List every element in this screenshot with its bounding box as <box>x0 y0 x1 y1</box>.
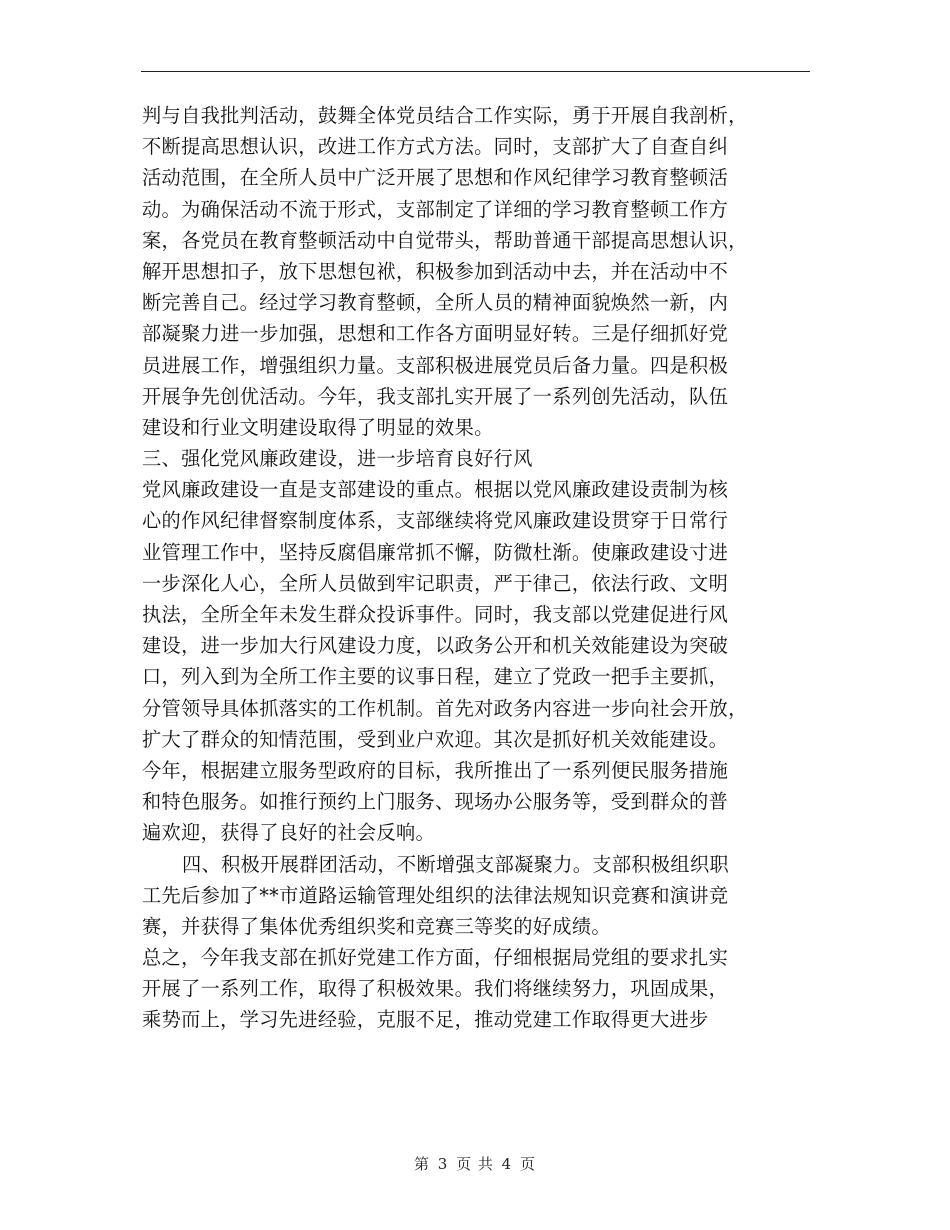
text-line: 和特色服务。如推行预约上门服务、现场办公服务等，受到群众的普 <box>142 790 729 814</box>
text-line: 党风廉政建设一直是支部建设的重点。根据以党风廉政建设责制为核 <box>142 478 729 502</box>
section-heading: 三、强化党风廉政建设，进一步培育良好行风 <box>142 447 533 471</box>
footer-total-pages: 4 <box>501 1155 513 1173</box>
text-line-indented: 四、积极开展群团活动，不断增强支部凝聚力。支部积极组织职 <box>182 852 730 876</box>
text-line: 解开思想扣子，放下思想包袱，积极参加到活动中去，并在活动中不 <box>142 259 729 283</box>
text-line: 不断提高思想认识，改进工作方式方法。同时，支部扩大了自查自纠 <box>142 135 729 159</box>
header-rule <box>141 71 810 72</box>
text-line: 活动范围，在全所人员中广泛开展了思想和作风纪律学习教育整顿活 <box>142 166 729 190</box>
text-line: 断完善自己。经过学习教育整顿，全所人员的精神面貌焕然一新，内 <box>142 291 729 315</box>
text-line: 工先后参加了**市道路运输管理处组织的法律法规知识竞赛和演讲竞 <box>142 883 729 907</box>
body-text <box>142 100 812 1036</box>
text-line: 心的作风纪律督察制度体系，支部继续将党风廉政建设贯穿于日常行 <box>142 509 729 533</box>
text-line: 口，列入到为全所工作主要的议事日程，建立了党政一把手主要抓， <box>142 665 729 689</box>
footer-middle: 页 共 <box>456 1155 494 1173</box>
text-line: 员进展工作，增强组织力量。支部积极进展党员后备力量。四是积极 <box>142 353 729 377</box>
page-footer <box>0 1154 950 1174</box>
footer-prefix: 第 <box>413 1155 430 1173</box>
text-line: 一步深化人心，全所人员做到牢记职责，严于律己，依法行政、文明 <box>142 571 729 595</box>
text-line: 案，各党员在教育整顿活动中自觉带头，帮助普通干部提高思想认识， <box>142 228 748 252</box>
footer-suffix: 页 <box>520 1155 537 1173</box>
text-line: 部凝聚力进一步加强，思想和工作各方面明显好转。三是仔细抓好党 <box>142 322 729 346</box>
text-line: 判与自我批判活动，鼓舞全体党员结合工作实际，勇于开展自我剖析， <box>142 104 748 127</box>
text-line: 赛，并获得了集体优秀组织奖和竞赛三等奖的好成绩。 <box>142 914 611 938</box>
text-line: 开展争先创优活动。今年，我支部扎实开展了一系列创先活动，队伍 <box>142 384 729 408</box>
text-line: 执法，全所全年未发生群众投诉事件。同时，我支部以党建促进行风 <box>142 603 729 626</box>
footer-page-number: 3 <box>437 1155 449 1173</box>
text-line: 开展了一系列工作，取得了积极效果。我们将继续努力，巩固成果， <box>142 977 729 1001</box>
text-line: 今年，根据建立服务型政府的目标，我所推出了一系列便民服务措施 <box>142 758 729 782</box>
text-line: 扩大了群众的知情范围，受到业户欢迎。其次是抓好机关效能建设。 <box>142 727 729 751</box>
text-line: 乘势而上，学习先进经验，克服不足，推动党建工作取得更大进步 <box>142 1008 709 1032</box>
text-line: 动。为确保活动不流于形式，支部制定了详细的学习教育整顿工作方 <box>142 197 729 221</box>
text-line: 业管理工作中，坚持反腐倡廉常抓不懈，防微杜渐。使廉政建设寸进 <box>142 540 729 564</box>
text-line: 分管领导具体抓落实的工作机制。首先对政务内容进一步向社会开放， <box>142 696 748 720</box>
text-line: 建设，进一步加大行风建设力度，以政务公开和机关效能建设为突破 <box>142 634 729 658</box>
text-line: 遍欢迎，获得了良好的社会反响。 <box>142 821 436 845</box>
text-line: 建设和行业文明建设取得了明显的效果。 <box>142 415 494 439</box>
text-line: 总之，今年我支部在抓好党建工作方面，仔细根据局党组的要求扎实 <box>142 946 729 970</box>
